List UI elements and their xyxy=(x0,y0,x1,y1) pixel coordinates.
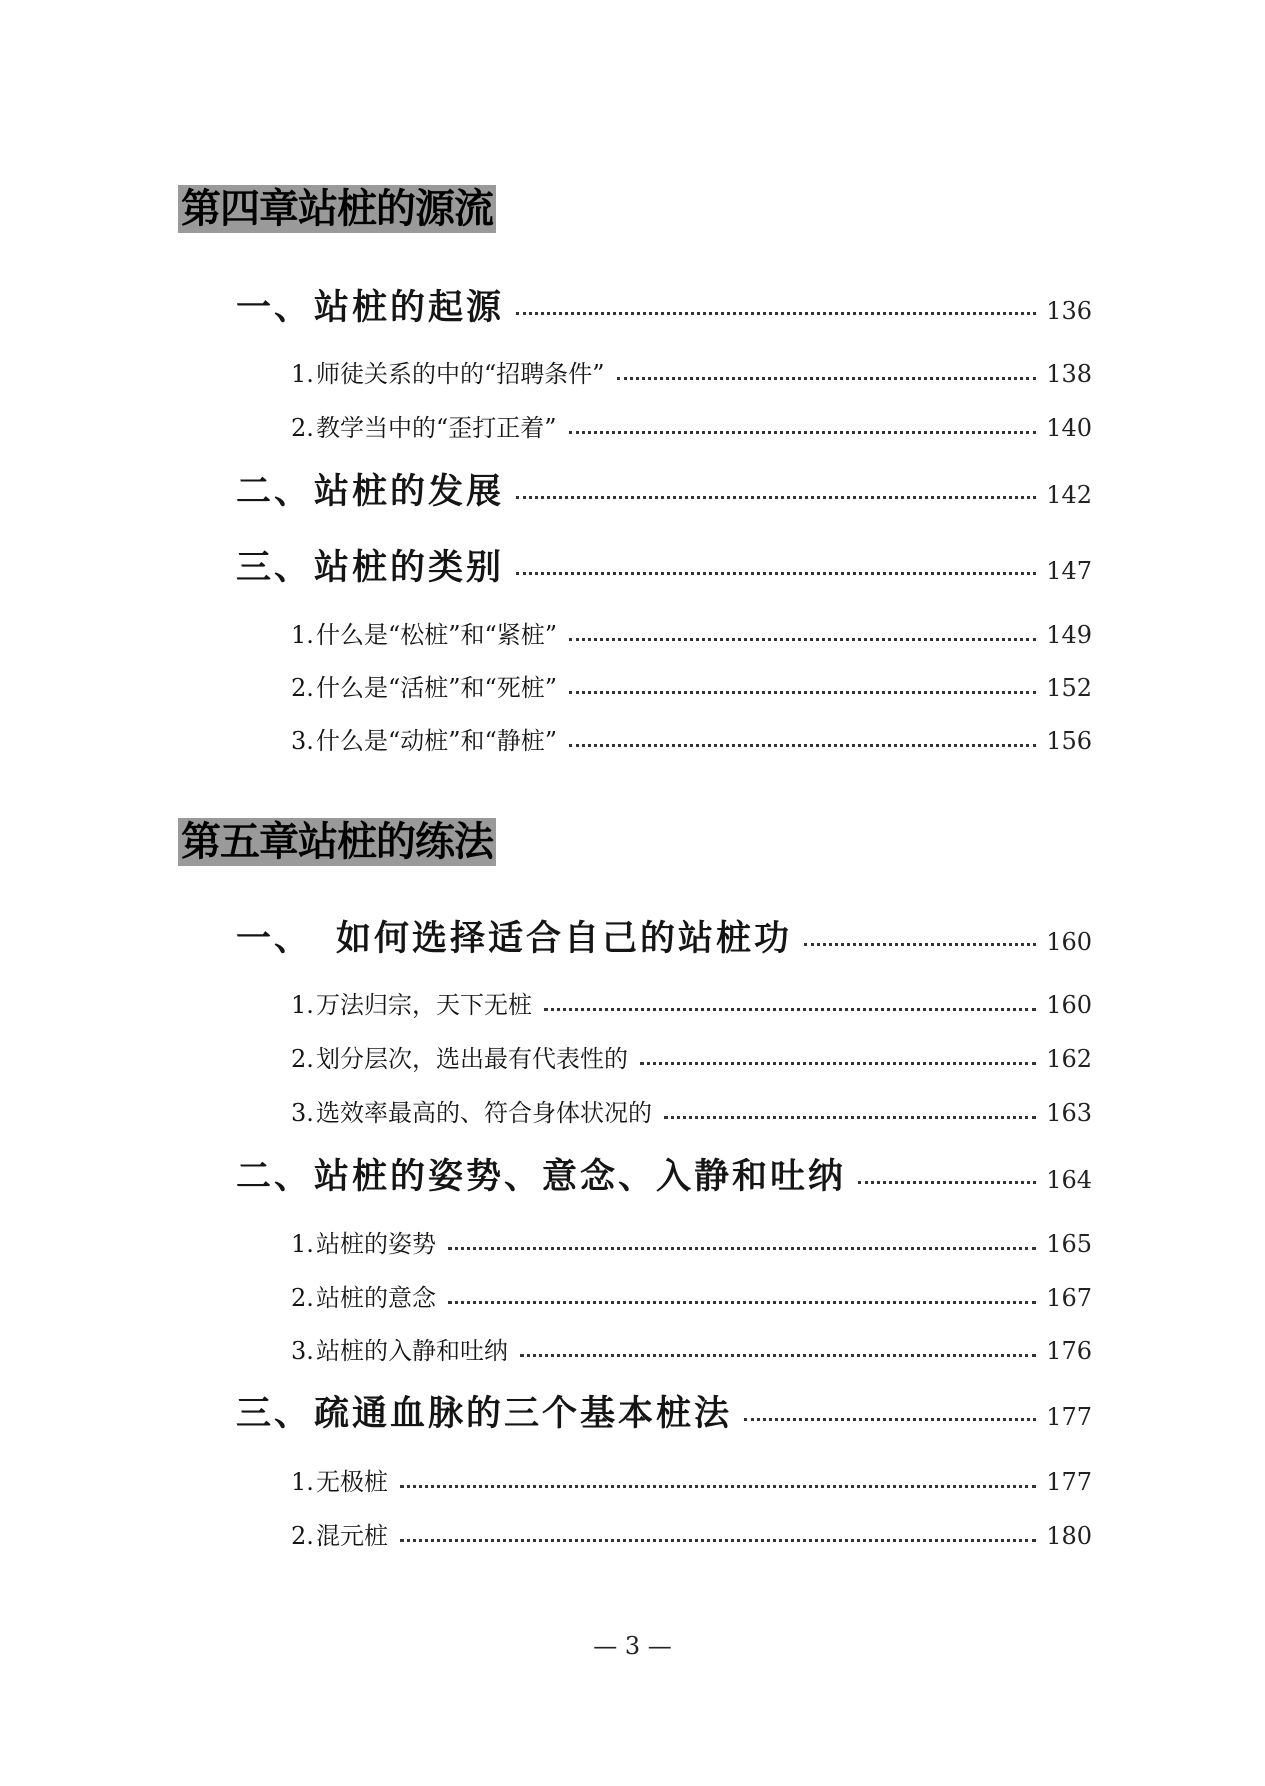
entry-title: 站桩的姿势、意念、入静和吐纳 xyxy=(314,1156,847,1197)
subsection-marker: 1. xyxy=(291,1230,314,1258)
leader-dots xyxy=(400,1485,1036,1488)
page-number: 152 xyxy=(1046,674,1092,702)
toc-subsection-entry[interactable] xyxy=(291,1278,1092,1313)
section-marker: 三、 xyxy=(236,547,313,588)
toc-subsection-entry[interactable] xyxy=(291,1516,1092,1551)
subsection-marker: 2. xyxy=(291,674,314,702)
toc-section-entry[interactable] xyxy=(236,1386,1092,1436)
toc-subsection-entry[interactable] xyxy=(291,1224,1092,1259)
toc-section-entry[interactable] xyxy=(236,911,1092,961)
chapter-heading: 第五章站桩的练法 xyxy=(178,818,496,866)
page-footer-number: — 3 — xyxy=(593,1632,672,1660)
page-number: 165 xyxy=(1046,1230,1092,1258)
page-number: 149 xyxy=(1046,621,1092,649)
page-number: 164 xyxy=(1046,1166,1092,1194)
entry-title: 站桩的入静和吐纳 xyxy=(316,1337,508,1365)
entry-title: 教学当中的“歪打正着” xyxy=(316,414,557,442)
toc-subsection-entry[interactable] xyxy=(291,354,1092,389)
leader-dots xyxy=(804,943,1036,946)
toc-subsection-entry[interactable] xyxy=(291,1331,1092,1366)
page-number: 142 xyxy=(1046,481,1092,509)
entry-title: 站桩的类别 xyxy=(314,547,505,588)
entry-title: 混元桩 xyxy=(316,1522,388,1550)
page-number: 180 xyxy=(1046,1522,1092,1550)
toc-subsection-entry[interactable] xyxy=(291,668,1092,703)
entry-title: 疏通血脉的三个基本桩法 xyxy=(314,1393,733,1434)
leader-dots xyxy=(569,744,1036,747)
toc-subsection-entry[interactable] xyxy=(291,1039,1092,1074)
toc-subsection-entry[interactable] xyxy=(291,408,1092,443)
leader-dots xyxy=(400,1539,1036,1542)
section-marker: 一、 xyxy=(236,918,313,959)
leader-dots xyxy=(640,1062,1036,1065)
section-marker: 三、 xyxy=(236,1393,313,1434)
page-number: 160 xyxy=(1046,991,1092,1019)
page-number: 162 xyxy=(1046,1045,1092,1073)
page-number: 176 xyxy=(1046,1337,1092,1365)
page-number: 140 xyxy=(1046,414,1092,442)
toc-subsection-entry[interactable] xyxy=(291,1093,1092,1128)
page-number: 147 xyxy=(1046,557,1092,585)
subsection-marker: 2. xyxy=(291,1284,314,1312)
entry-title: 无极桩 xyxy=(316,1468,388,1496)
toc-section-entry[interactable] xyxy=(236,464,1092,514)
page-number: 156 xyxy=(1046,727,1092,755)
toc-subsection-entry[interactable] xyxy=(291,985,1092,1020)
leader-dots xyxy=(569,691,1036,694)
subsection-marker: 2. xyxy=(291,414,314,442)
subsection-marker: 3. xyxy=(291,1337,314,1365)
leader-dots xyxy=(664,1116,1036,1119)
entry-title: 站桩的意念 xyxy=(316,1284,436,1312)
chapter-heading: 第四章站桩的源流 xyxy=(178,185,496,233)
entry-title: 站桩的发展 xyxy=(314,471,505,512)
page-number: 177 xyxy=(1046,1403,1092,1431)
toc-subsection-entry[interactable] xyxy=(291,615,1092,650)
toc-subsection-entry[interactable] xyxy=(291,721,1092,756)
leader-dots xyxy=(569,638,1036,641)
subsection-marker: 1. xyxy=(291,1468,314,1496)
toc-section-entry[interactable] xyxy=(236,1149,1092,1199)
entry-title: 什么是“活桩”和“死桩” xyxy=(316,674,558,702)
entry-title: 师徒关系的中的“招聘条件” xyxy=(316,360,605,388)
leader-dots xyxy=(448,1301,1036,1304)
section-marker: 二、 xyxy=(236,1156,313,1197)
entry-title: 站桩的姿势 xyxy=(316,1230,436,1258)
entry-title: 如何选择适合自己的站桩功 xyxy=(336,918,793,959)
page-number: 167 xyxy=(1046,1284,1092,1312)
leader-dots xyxy=(544,1008,1036,1011)
leader-dots xyxy=(569,431,1037,434)
page-number: 138 xyxy=(1046,360,1092,388)
subsection-marker: 3. xyxy=(291,1099,314,1127)
toc-section-entry[interactable] xyxy=(236,280,1092,330)
entry-title: 什么是“松桩”和“紧桩” xyxy=(316,621,558,649)
page-number: 163 xyxy=(1046,1099,1092,1127)
subsection-marker: 3. xyxy=(291,727,314,755)
leader-dots xyxy=(448,1247,1036,1250)
section-marker: 二、 xyxy=(236,471,313,512)
entry-title: 万法归宗，天下无桩 xyxy=(316,991,532,1019)
page-number: 177 xyxy=(1046,1468,1092,1496)
toc-subsection-entry[interactable] xyxy=(291,1462,1092,1497)
section-marker: 一、 xyxy=(236,287,313,328)
subsection-marker: 1. xyxy=(291,991,314,1019)
leader-dots xyxy=(516,496,1036,499)
entry-title: 什么是“动桩”和“静桩” xyxy=(316,727,558,755)
leader-dots xyxy=(617,377,1037,380)
subsection-marker: 2. xyxy=(291,1522,314,1550)
subsection-marker: 1. xyxy=(291,621,314,649)
leader-dots xyxy=(516,312,1036,315)
leader-dots xyxy=(744,1418,1036,1421)
leader-dots xyxy=(516,572,1036,575)
leader-dots xyxy=(858,1181,1036,1184)
subsection-marker: 1. xyxy=(291,360,314,388)
entry-title: 站桩的起源 xyxy=(314,287,505,328)
subsection-marker: 2. xyxy=(291,1045,314,1073)
entry-title: 划分层次，选出最有代表性的 xyxy=(316,1045,628,1073)
entry-title: 选效率最高的、符合身体状况的 xyxy=(316,1099,652,1127)
page-number: 136 xyxy=(1046,297,1092,325)
leader-dots xyxy=(520,1354,1036,1357)
toc-section-entry[interactable] xyxy=(236,540,1092,590)
page-number: 160 xyxy=(1046,928,1092,956)
